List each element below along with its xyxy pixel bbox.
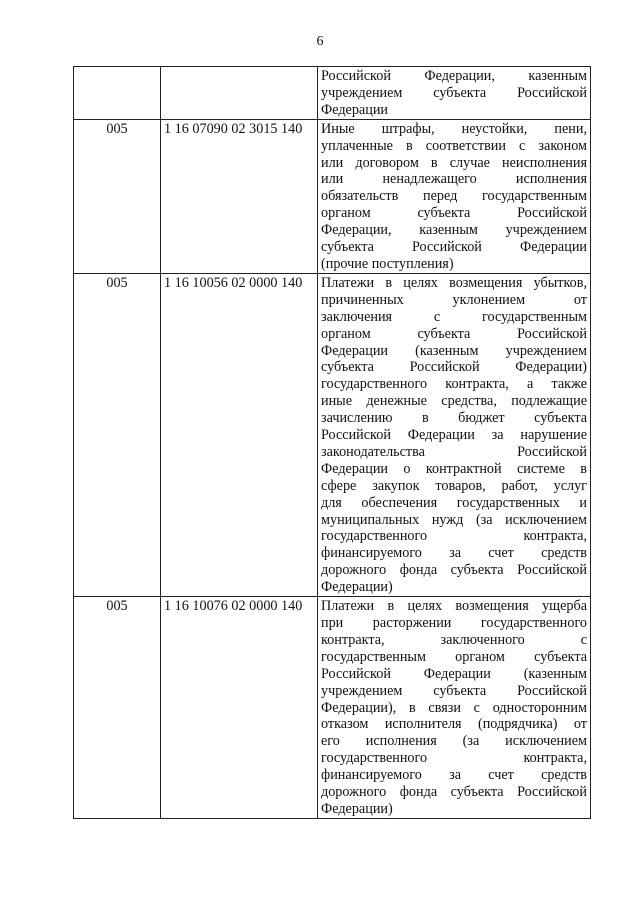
income-name-line: государственного контракта, (321, 750, 587, 767)
income-name-line: государственного контракта, а также (321, 376, 587, 393)
income-name-line: иные денежные средства, подлежащие (321, 393, 587, 410)
income-name-line: Иные штрафы, неустойки, пени, (321, 120, 587, 137)
table-row (74, 273, 591, 596)
table-row (74, 67, 591, 120)
income-name-line: законодательства Российской (321, 443, 587, 460)
income-code-cell: 1 16 10076 02 0000 140 (161, 597, 318, 819)
income-name-line: обязательств перед государственным (321, 188, 587, 205)
income-name-line: отказом исполнителя (подрядчика) от (321, 716, 587, 733)
income-code-cell (161, 67, 318, 120)
page-number: 6 (316, 34, 324, 49)
income-code-cell: 1 16 10056 02 0000 140 (161, 273, 318, 596)
income-name-line: субъекта Российской Федерации) (321, 359, 587, 376)
income-name-line: зачислению в бюджет субъекта (321, 410, 587, 427)
income-name-line: финансируемого за счет средств (321, 545, 587, 562)
income-name-cell (318, 273, 591, 596)
income-name-line: контракта, заключенного с (321, 631, 587, 648)
income-name-line: Российской Федерации (казенным (321, 665, 587, 682)
admin-code-cell: 005 (74, 119, 161, 273)
income-name-line: заключения с государственным (321, 308, 587, 325)
income-name-line: органом субъекта Российской (321, 205, 587, 222)
admin-code-cell: 005 (74, 273, 161, 596)
income-name-line: (прочие поступления) (321, 255, 454, 272)
income-name-line: Федерации о контрактной системе в (321, 460, 587, 477)
income-name-line: Федерации) (321, 579, 393, 596)
income-name-line: учреждением субъекта Российской (321, 682, 587, 699)
income-name-cell (318, 67, 591, 120)
income-name-line: Федерации), в связи с односторонним (321, 699, 587, 716)
income-name-cell (318, 597, 591, 819)
income-name-line: Российской Федерации, казенным (321, 68, 587, 84)
budget-codes-table (73, 66, 591, 819)
income-name-line: Федерации (321, 101, 389, 118)
income-name-line: муниципальных нужд (за исключением (321, 511, 587, 528)
table-row (74, 119, 591, 273)
income-name-line: учреждением субъекта Российской (321, 84, 587, 101)
income-name-line: уплаченные в соответствии с законом (321, 137, 587, 154)
income-name-line: Федерации) (321, 800, 393, 817)
income-name-line: государственным органом субъекта (321, 648, 587, 665)
income-name-line: или договором в случае неисполнения (321, 154, 587, 171)
income-name-line: причиненных уклонением от (321, 291, 587, 308)
income-name-line: субъекта Российской Федерации (321, 239, 587, 256)
admin-code-cell (74, 67, 161, 120)
income-name-line: органом субъекта Российской (321, 325, 587, 342)
income-name-line: дорожного фонда субъекта Российской (321, 784, 587, 801)
income-name-line: при расторжении государственного (321, 615, 587, 631)
income-name-line: дорожного фонда субъекта Российской (321, 562, 587, 579)
income-name-line: для обеспечения государственных и (321, 494, 587, 511)
income-name-line: финансируемого за счет средств (321, 767, 587, 784)
admin-code-cell: 005 (74, 597, 161, 819)
income-name-line: Федерации, казенным учреждением (321, 222, 587, 239)
income-name-line: Платежи в целях возмещения ущерба (321, 598, 587, 615)
income-name-line: государственного контракта, (321, 528, 587, 545)
income-name-line: Федерации (казенным учреждением (321, 342, 587, 359)
income-code-cell: 1 16 07090 02 3015 140 (161, 119, 318, 273)
income-name-line: Платежи в целях возмещения убытков, (321, 274, 587, 291)
income-name-line: Российской Федерации за нарушение (321, 427, 587, 444)
income-name-cell (318, 119, 591, 273)
income-name-line: его исполнения (за исключением (321, 733, 587, 750)
income-name-line: сфере закупок товаров, работ, услуг (321, 477, 587, 494)
table-row (74, 597, 591, 819)
income-name-line: или ненадлежащего исполнения (321, 171, 587, 188)
